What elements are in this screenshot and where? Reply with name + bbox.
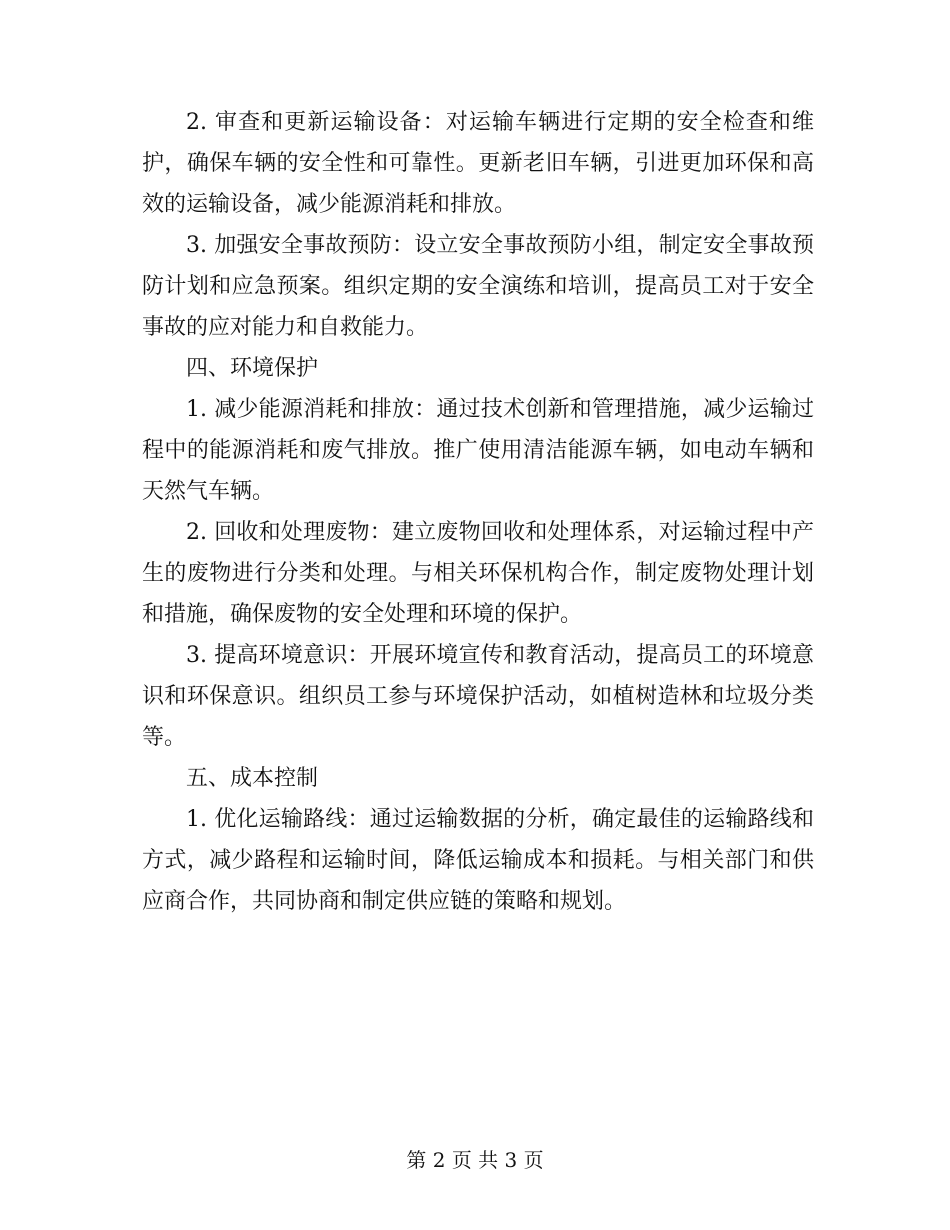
document-body	[142, 102, 814, 922]
section-heading-cost-control: 五、成本控制	[186, 766, 319, 791]
paragraph-reduce-emissions: 1. 减少能源消耗和排放：通过技术创新和管理措施，减少运输过程中的能源消耗和废气排放。推广使用清洁能源车辆，如电动车辆和天然气车辆。	[142, 397, 814, 504]
page-number-footer: 第 2 页 共 3 页	[406, 1148, 544, 1172]
paragraph-route-optimization: 1. 优化运输路线：通过运输数据的分析，确定最佳的运输路线和方式，减少路程和运输时间，降低运输成本和损耗。与相关部门和供应商合作，共同协商和制定供应链的策略和规划。	[142, 807, 814, 914]
section-heading-environment: 四、环境保护	[186, 356, 319, 381]
paragraph-equipment-review: 2. 审查和更新运输设备：对运输车辆进行定期的安全检查和维护，确保车辆的安全性和可靠性。更新老旧车辆，引进更加环保和高效的运输设备，减少能源消耗和排放。	[142, 110, 814, 217]
paragraph-environment-awareness: 3. 提高环境意识：开展环境宣传和教育活动，提高员工的环境意识和环保意识。组织员工参与环境保护活动，如植树造林和垃圾分类等。	[142, 643, 814, 750]
paragraph-waste-recycling: 2. 回收和处理废物：建立废物回收和处理体系，对运输过程中产生的废物进行分类和处理。与相关环保机构合作，制定废物处理计划和措施，确保废物的安全处理和环境的保护。	[142, 520, 814, 627]
paragraph-accident-prevention: 3. 加强安全事故预防：设立安全事故预防小组，制定安全事故预防计划和应急预案。组织定期的安全演练和培训，提高员工对于安全事故的应对能力和自救能力。	[142, 233, 814, 340]
